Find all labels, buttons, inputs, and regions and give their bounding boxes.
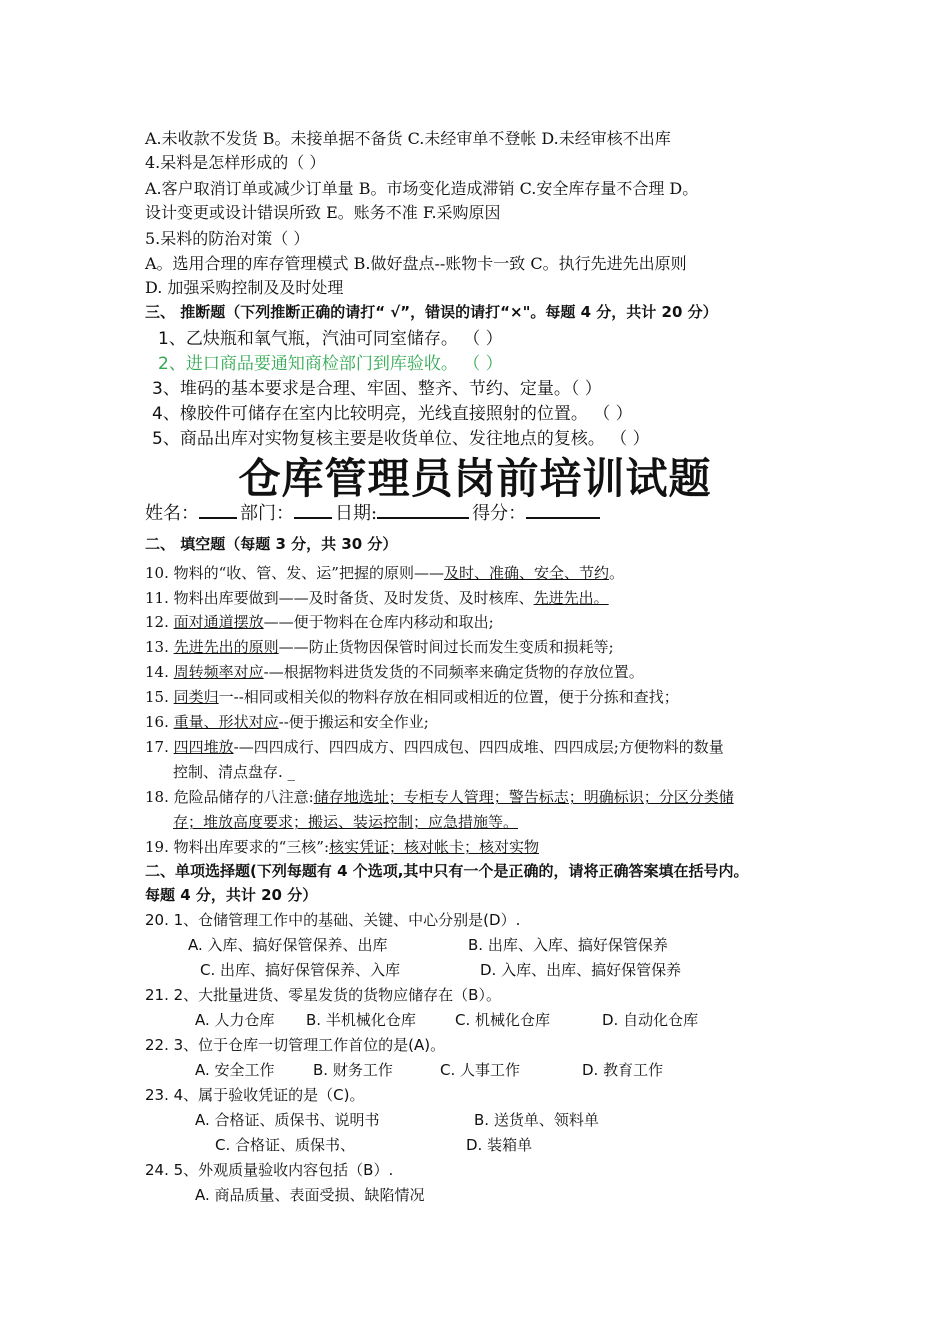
- judge-item-5: 5、商品出库对实物复核主要是收货单位、发往地点的复核。 （ ）: [152, 429, 650, 449]
- fill-item-11: [145, 587, 609, 608]
- q4-options-line2: 设计变更或设计错误所致 E。账务不准 F.采购原因: [145, 203, 501, 222]
- choice-q23-c: C. 合格证、质保书、: [215, 1136, 356, 1154]
- fill-11-text: 11. 物料出库要做到——及时备货、及时发货、及时核库、: [145, 589, 534, 607]
- name-field[interactable]: [199, 501, 237, 519]
- fill-14-answer: 周转频率对应: [173, 663, 264, 681]
- fill-15-text: 一--相同或相关似的物料存放在相同或相近的位置，便于分拣和查找；: [218, 688, 679, 706]
- judge-item-4: 4、橡胶件可储存在室内比较明亮，光线直接照射的位置。 （ ）: [152, 404, 633, 424]
- judge-item-2: 2、进口商品要通知商检部门到库验收。 （ ）: [158, 354, 503, 374]
- q4-question: 4.呆料是怎样形成的（ ）: [145, 153, 326, 172]
- fill-item-18-cont: 存；堆放高度要求；搬运、装运控制；应急措施等。: [173, 813, 519, 831]
- fill-17-text: -—四四成行、四四成方、四四成包、四四成堆、四四成层;方便物料的数量: [233, 738, 724, 756]
- choice-q20-d: D. 入库、出库、搞好保管保养: [480, 961, 682, 979]
- choice-q20: 20. 1、仓储管理工作中的基础、关键、中心分别是(D）.: [145, 911, 521, 929]
- choice-heading-line2: 每题 4 分，共计 20 分）: [145, 886, 318, 904]
- choice-q22: 22. 3、位于仓库一切管理工作首位的是(A)。: [145, 1036, 446, 1054]
- q5-question: 5.呆料的防治对策（ ）: [145, 229, 310, 248]
- choice-q23-b: B. 送货单、领料单: [474, 1111, 599, 1129]
- choice-q24: 24. 5、外观质量验收内容包括（B）.: [145, 1161, 394, 1179]
- fill-16-answer: 重量、形状对应: [173, 713, 279, 731]
- fill-14-num: 14.: [145, 663, 174, 681]
- fill-14-text: -—根据物料进货发货的不同频率来确定货物的存放位置。: [263, 663, 644, 681]
- choice-q21-d: D. 自动化仓库: [602, 1011, 699, 1029]
- fill-18-text: 18. 危险品储存的八注意:: [145, 788, 314, 806]
- fill-13-text: ——防止货物因保管时间过长而发生变质和损耗等;: [278, 638, 614, 656]
- fill-17-num: 17.: [145, 738, 174, 756]
- exam-title: 仓库管理员岗前培训试题: [238, 454, 712, 503]
- choice-q20-a: A. 入库、搞好保管保养、出库: [188, 936, 388, 954]
- date-label: 日期:: [335, 503, 378, 524]
- choice-q23-d: D. 装箱单: [466, 1136, 533, 1154]
- fill-item-15: [145, 686, 679, 707]
- choice-q21-b: B. 半机械化仓库: [306, 1011, 416, 1029]
- judge-heading: 三、 推断题（下列推断正确的请打“ √”，错误的请打“×"。每题 4 分，共计 20 分）: [145, 303, 718, 321]
- fill-13-answer: 先进先出的原则: [173, 638, 279, 656]
- fill-heading: 二、 填空题（每题 3 分，共 30 分）: [145, 535, 398, 553]
- fill-10-text: 10. 物料的“收、管、发、运”把握的原则——: [145, 564, 444, 582]
- choice-q23-a: A. 合格证、质保书、说明书: [195, 1111, 380, 1129]
- q3-options: A.未收款不发货 B。未接单据不备货 C.未经审单不登帐 D.未经审核不出库: [145, 129, 671, 148]
- q5-options-line1: A。选用合理的库存管理模式 B.做好盘点--账物卡一致 C。执行先进先出原则: [145, 254, 687, 273]
- fill-item-19: [145, 836, 539, 857]
- q4-options-line1: A.客户取消订单或减少订单量 B。市场变化造成滞销 C.安全库存量不合理 D。: [145, 179, 699, 198]
- fill-item-14: [145, 661, 644, 682]
- choice-q21: 21. 2、大批量进货、零星发货的货物应储存在（B）。: [145, 986, 501, 1004]
- dept-field[interactable]: [294, 501, 332, 519]
- fill-15-answer: 同类归: [173, 688, 219, 706]
- score-field[interactable]: [526, 501, 600, 519]
- fill-item-12: [145, 611, 494, 632]
- name-label: 姓名：: [145, 503, 199, 524]
- fill-12-answer: 面对通道摆放: [173, 613, 264, 631]
- choice-q24-a: A. 商品质量、表面受损、缺陷情况: [195, 1186, 425, 1204]
- choice-q23: 23. 4、属于验收凭证的是（C)。: [145, 1086, 365, 1104]
- choice-heading-line1: 二、单项选择题(下列每题有 4 个选项,其中只有一个是正确的，请将正确答案填在括号内。: [145, 862, 749, 880]
- choice-q22-b: B. 财务工作: [313, 1061, 393, 1079]
- judge-item-3: 3、堆码的基本要求是合理、牢固、整齐、节约、定量。（ ）: [152, 379, 602, 399]
- choice-q21-c: C. 机械化仓库: [455, 1011, 551, 1029]
- fill-13-num: 13.: [145, 638, 174, 656]
- fill-12-text: ——便于物料在仓库内移动和取出;: [263, 613, 494, 631]
- choice-q22-c: C. 人事工作: [440, 1061, 521, 1079]
- exam-info-line: [145, 499, 603, 525]
- fill-19-answer: 核实凭证；核对帐卡；核对实物: [329, 838, 540, 856]
- fill-item-17-cont: 控制、清点盘存. _: [173, 763, 296, 781]
- choice-q22-a: A. 安全工作: [195, 1061, 275, 1079]
- score-label: 得分：: [472, 503, 527, 524]
- fill-10-answer: 及时、准确、安全、节约: [443, 564, 609, 582]
- fill-11-answer: 先进先出。: [533, 589, 609, 607]
- fill-item-16: [145, 711, 429, 732]
- fill-16-num: 16.: [145, 713, 174, 731]
- choice-q20-c: C. 出库、搞好保管保养、入库: [200, 961, 401, 979]
- dept-label: 部门：: [240, 503, 294, 524]
- choice-q20-b: B. 出库、入库、搞好保管保养: [468, 936, 668, 954]
- fill-12-num: 12.: [145, 613, 174, 631]
- fill-item-17: [145, 736, 724, 757]
- fill-15-num: 15.: [145, 688, 174, 706]
- fill-19-text: 19. 物料出库要求的“三核”:: [145, 838, 330, 856]
- fill-18-answer: 储存地选址；专柜专人管理；警告标志；明确标识；分区分类储: [313, 788, 734, 806]
- fill-17-answer: 四四堆放: [173, 738, 234, 756]
- choice-q21-a: A. 人力仓库: [195, 1011, 275, 1029]
- date-field[interactable]: [377, 501, 469, 519]
- q5-options-line2: D. 加强采购控制及及时处理: [145, 278, 344, 297]
- fill-item-13: [145, 636, 614, 657]
- fill-10-end: 。: [608, 564, 624, 582]
- judge-item-1: 1、乙炔瓶和氧气瓶，汽油可同室储存。 （ ）: [158, 329, 503, 349]
- choice-q22-d: D. 教育工作: [582, 1061, 664, 1079]
- fill-16-text: --便于搬运和安全作业;: [278, 713, 429, 731]
- fill-item-10: [145, 562, 624, 583]
- fill-item-18: [145, 786, 734, 807]
